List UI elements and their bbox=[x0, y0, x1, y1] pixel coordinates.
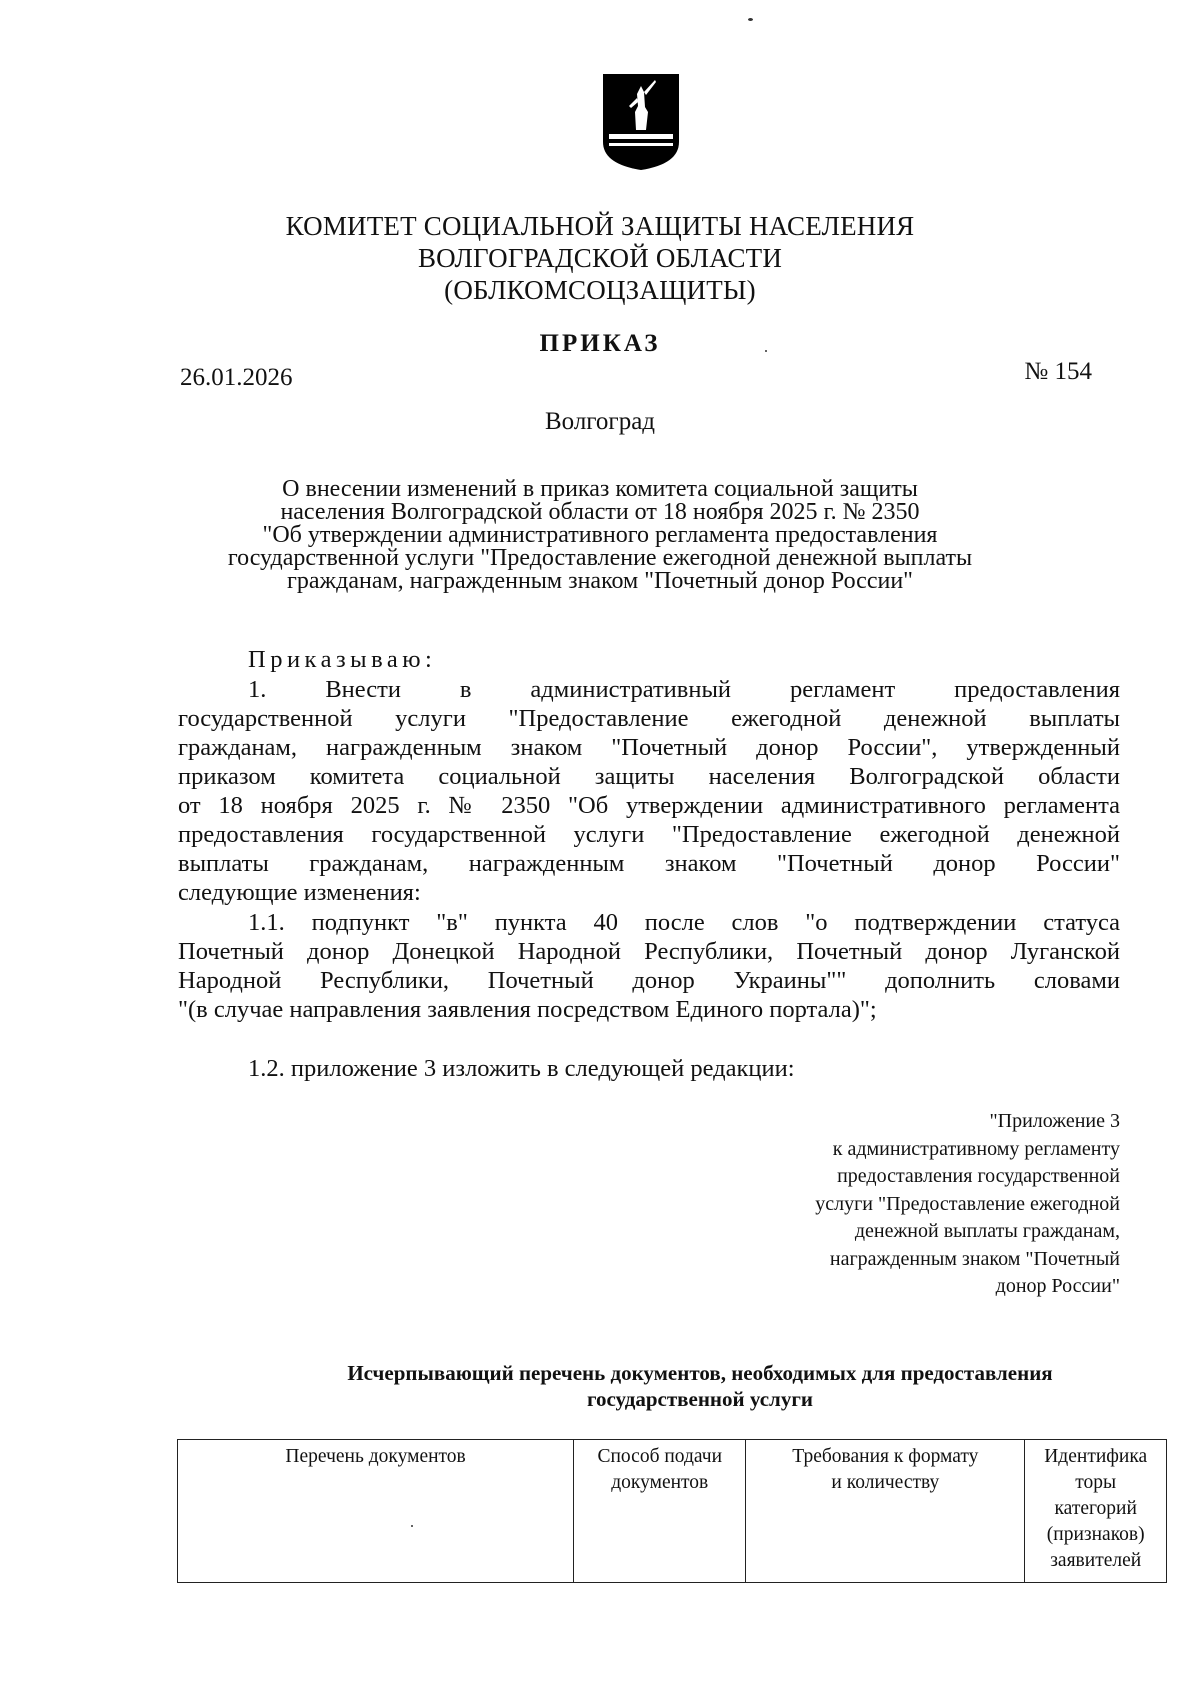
appendix-line: предоставления государственной bbox=[837, 1165, 1120, 1187]
header-text-line: Требования к формату bbox=[792, 1446, 979, 1467]
header-text-line: Идентифика bbox=[1044, 1446, 1148, 1467]
table-header-format-requirements bbox=[746, 1440, 1025, 1583]
header-text-line: Способ подачи bbox=[597, 1446, 723, 1467]
header-text-line: и количеству bbox=[831, 1472, 940, 1493]
appendix-reference bbox=[720, 1108, 1120, 1301]
document-date: 26.01.2026 bbox=[180, 364, 293, 391]
document-type: ПРИКАЗ bbox=[539, 330, 661, 357]
table-header-documents: Перечень документов bbox=[178, 1440, 574, 1583]
paragraph-line: приказом комитета социальной защиты населения Волгоградской области bbox=[178, 763, 1120, 790]
scan-speck bbox=[765, 350, 767, 352]
subject-line: гражданам, награжденным знаком "Почетный донор России" bbox=[287, 568, 913, 594]
appendix-line: к административному регламенту bbox=[832, 1137, 1120, 1160]
paragraph-line: Почетный донор Донецкой Народной Республики, Почетный донор Луганской bbox=[178, 938, 1120, 965]
paragraph-line: 1. Внести в административный регламент предоставления bbox=[248, 676, 1120, 703]
coat-of-arms-icon bbox=[601, 72, 681, 172]
list-title-line-2: государственной услуги bbox=[587, 1387, 813, 1411]
list-title-line-1: Исчерпывающий перечень документов, необходимых для предоставления bbox=[347, 1361, 1053, 1385]
subject-line: О внесении изменений в приказ комитета социальной защиты bbox=[282, 476, 918, 502]
document-list-title bbox=[100, 1360, 1200, 1412]
org-line-2: ВОЛГОГРАДСКОЙ ОБЛАСТИ bbox=[417, 243, 783, 273]
appendix-line: услуги "Предоставление ежегодной bbox=[815, 1192, 1120, 1215]
table-header-applicant-identifiers bbox=[1025, 1440, 1167, 1583]
paragraph-line: государственной услуги "Предоставление ежегодной денежной выплаты bbox=[178, 705, 1120, 732]
appendix-line: денежной выплаты гражданам, bbox=[854, 1220, 1120, 1242]
paragraph-line: предоставления государственной услуги "Предоставление ежегодной денежной bbox=[178, 821, 1120, 848]
appendix-line: награжденным знаком "Почетный bbox=[829, 1247, 1120, 1270]
org-line-1: КОМИТЕТ СОЦИАЛЬНОЙ ЗАЩИТЫ НАСЕЛЕНИЯ bbox=[285, 211, 915, 241]
subject-line: населения Волгоградской области от 18 ноября 2025 г. № 2350 bbox=[280, 499, 920, 525]
scan-speck bbox=[748, 18, 753, 21]
appendix-line: "Приложение 3 bbox=[989, 1110, 1120, 1132]
paragraph-line: 1.1. подпункт "в" пункта 40 после слов "о подтверждении статуса bbox=[248, 909, 1120, 936]
org-line-3: (ОБЛКОМСОЦЗАЩИТЫ) bbox=[444, 275, 756, 305]
paragraph-1-1 bbox=[178, 908, 1120, 1024]
subject-line: государственной услуги "Предоставление ежегодной денежной выплаты bbox=[227, 545, 973, 571]
header-text-line: документов bbox=[611, 1472, 709, 1493]
organization-name bbox=[0, 210, 1200, 306]
header-text-line: торы bbox=[1075, 1472, 1117, 1493]
documents-table bbox=[177, 1439, 1167, 1583]
header-text-line: заявителей bbox=[1050, 1550, 1142, 1571]
header-text-line: категорий bbox=[1054, 1498, 1137, 1519]
paragraph-line: "(в случае направления заявления посредством Единого портала)"; bbox=[178, 996, 877, 1023]
order-word-text: Приказываю: bbox=[248, 646, 437, 673]
paragraph-line: гражданам, награжденным знаком "Почетный донор России", утвержденный bbox=[178, 734, 1120, 761]
paragraph-line: выплаты гражданам, награжденным знаком "Почетный донор России" bbox=[178, 850, 1120, 877]
appendix-line: донор России" bbox=[995, 1275, 1120, 1297]
header-text-line: (признаков) bbox=[1046, 1524, 1145, 1545]
paragraph-line: Народной Республики, Почетный донор Украины"" дополнить словами bbox=[178, 967, 1120, 994]
document-number: № 154 bbox=[1024, 358, 1092, 385]
table-header-row bbox=[178, 1440, 1167, 1583]
paragraph-1-2: 1.2. приложение 3 изложить в следующей редакции: bbox=[248, 1055, 795, 1082]
subject-line: "Об утверждении административного регламента предоставления bbox=[262, 522, 938, 548]
paragraph-line: следующие изменения: bbox=[178, 879, 421, 906]
table-header-submission-method bbox=[574, 1440, 746, 1583]
document-city: Волгоград bbox=[544, 408, 656, 435]
order-word bbox=[178, 645, 1120, 674]
document-subject bbox=[0, 478, 1200, 593]
scan-speck bbox=[411, 1525, 413, 1527]
paragraph-1 bbox=[178, 675, 1120, 907]
paragraph-line: от 18 ноября 2025 г. № 2350 "Об утверждении административного регламента bbox=[178, 792, 1120, 819]
